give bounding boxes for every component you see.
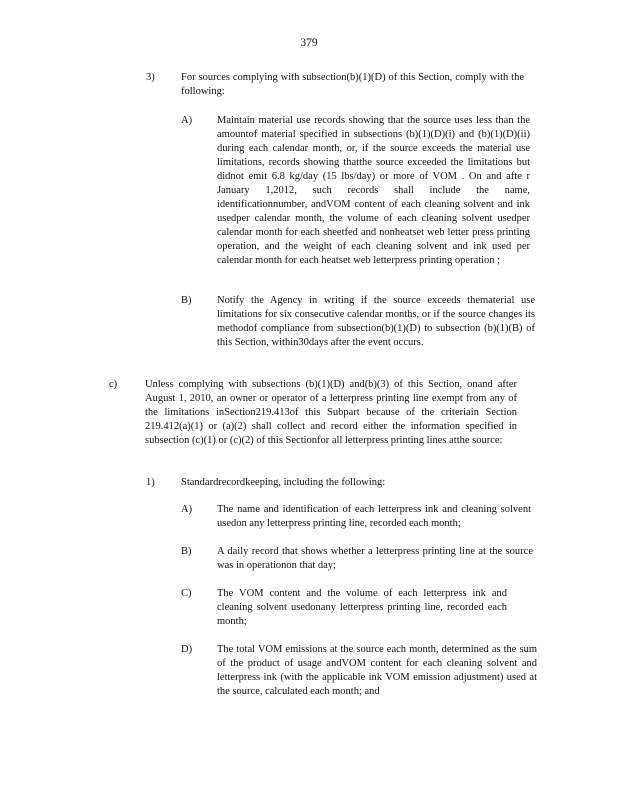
section-3-item-a-text: Maintain material use records showing that the source uses less than the amountof material specified in subsections (b)(1)(D)(i) and (b)(1)(D)(ii) during each calendar month, or, if the source exceeds the material use limitations, records showing thatthe source exceeded the limitations but didnot emit 6.8 kg/day (15 lbs/day) or more of VOM . On and afte r January 1,2012, such records shall include the name, identificationnumber, andVOM content of each cleaning solvent and ink usedper calendar month, the volume of each cleaning solvent usedper calendar month for each sheetfed and nonheatset web letter press printing operation, and the weight of each cleaning solvent and ink used per calendar month for each heatset web letterpress printing operation ; xyxy=(217,115,530,266)
section-3-item-b-text: Notify the Agency in writing if the source exceeds thematerial use limitations for six consecutive calendar months, or if the source changes its methodof compliance from subsection(b)(1)(D) to subsection (b)(1)(B) of this Section, within30days after the event occurs. xyxy=(217,295,535,348)
section-c-1-item-b-label: B) xyxy=(181,546,192,557)
section-c-text: Unless complying with subsections (b)(1)(D) and(b)(3) of this Section, onand after August 1, 2010, an owner or operator of a letterpress printing line exempt from any of the limitations inSection219.413of this Subpart because of the criteriain Section 219.412(a)(1) or (a)(2) shall collect and record either the information specified in subsection (c)(1) or (c)(2) of this Sectionfor all letterpress printing lines atthe source: xyxy=(145,379,517,446)
section-c-1-item-b-text: A daily record that shows whether a letterpress printing line at the source was in operationon that day; xyxy=(217,546,533,571)
section-c-1-item-d-text: The total VOM emissions at the source each month, determined as the sum of the product of usage andVOM content for each cleaning solvent and letterpress ink (with the applicable ink VOM emission adjustment) used at the source, calculated each month; and xyxy=(217,644,537,697)
section-3-item-a-label: A) xyxy=(181,115,193,126)
section-c-1-item-d-label: D) xyxy=(181,644,193,655)
page-number: 379 xyxy=(300,37,318,49)
section-3-label: 3) xyxy=(146,72,155,83)
section-c-1-item-c-label: C) xyxy=(181,588,192,599)
section-c-1-item-a-text: The name and identification of each letterpress ink and cleaning solvent usedon any letterpress printing line, recorded each month; xyxy=(217,504,531,529)
section-3-text: For sources complying with subsection(b)(1)(D) of this Section, comply with the following: xyxy=(181,72,524,97)
section-c-1-item-a-label: A) xyxy=(181,504,193,515)
section-c-item-1-label: 1) xyxy=(146,477,155,488)
section-c-1-item-c-text: The VOM content and the volume of each letterpress ink and cleaning solvent usedonany letterpress printing line, recorded each month; xyxy=(217,588,507,627)
section-c-item-1-text: Standardrecordkeeping, including the following: xyxy=(181,477,386,488)
section-c-label: c) xyxy=(109,379,118,390)
section-3-item-b-label: B) xyxy=(181,295,192,306)
